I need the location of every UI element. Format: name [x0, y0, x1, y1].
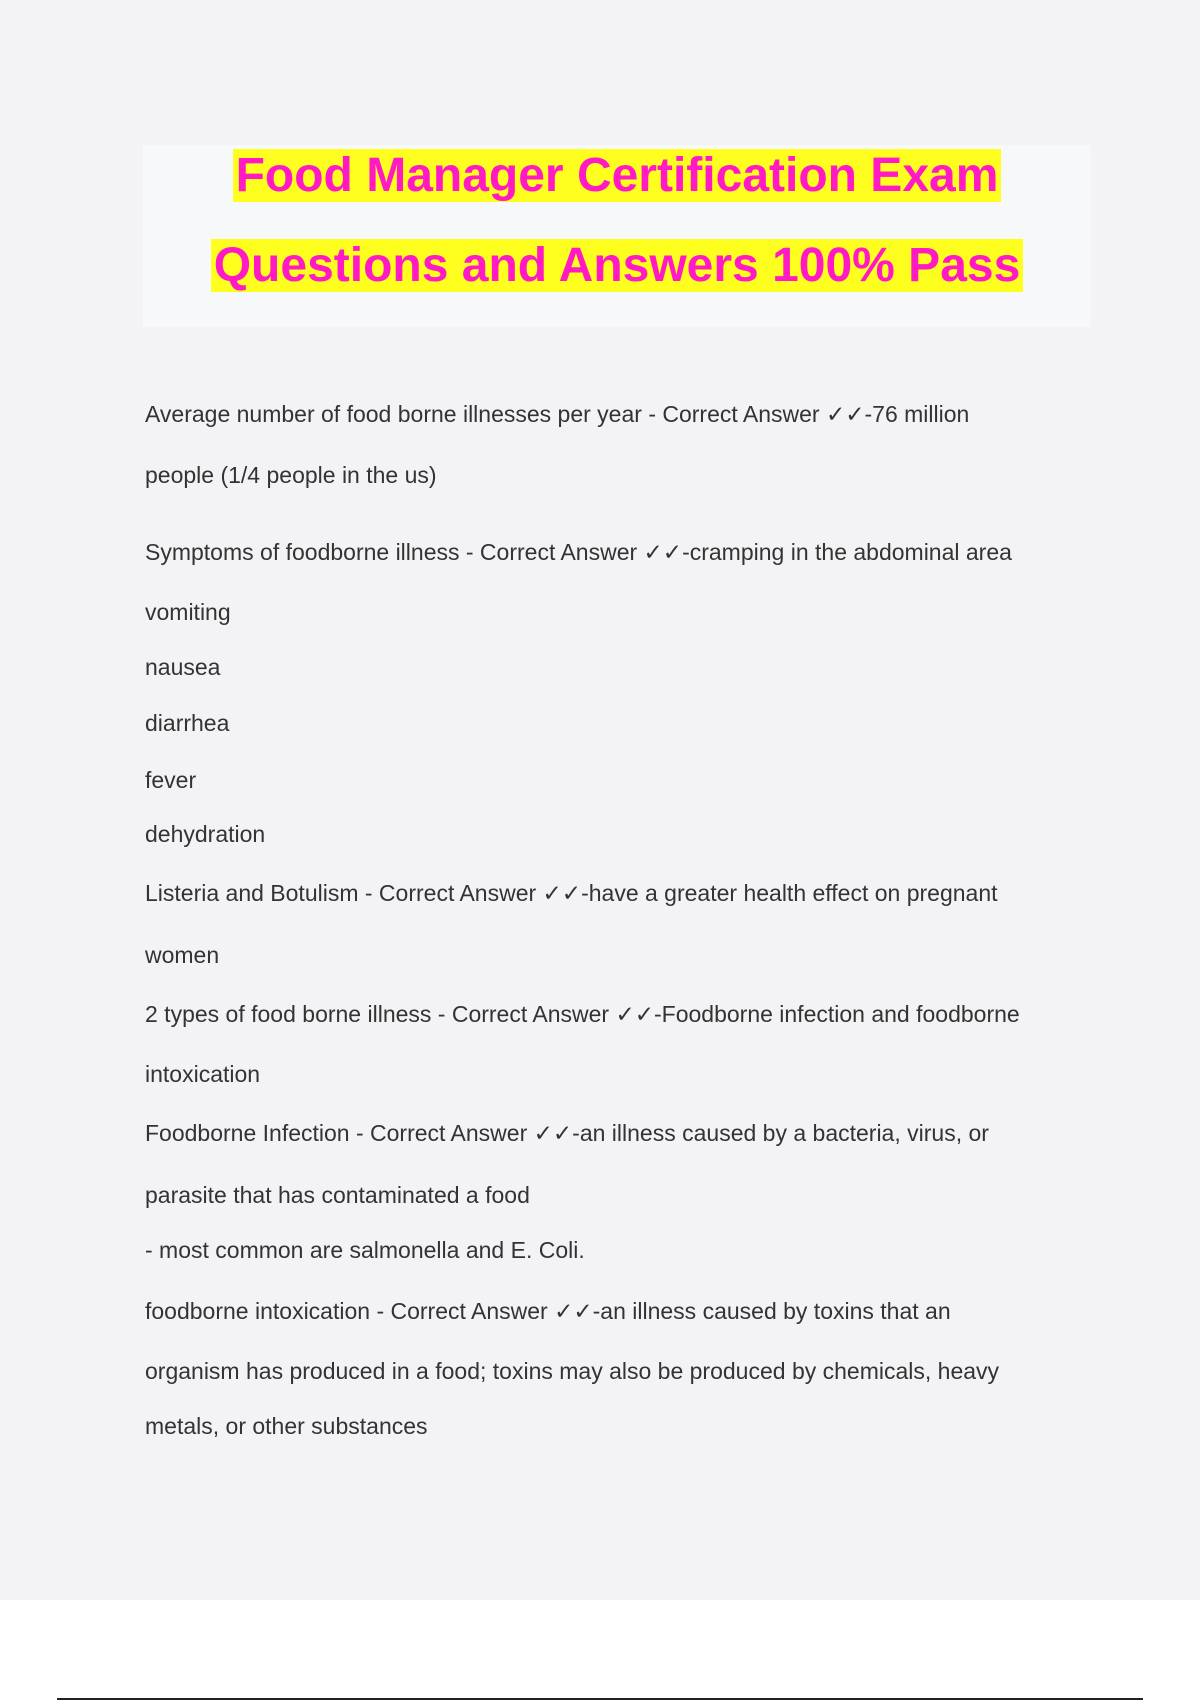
- qa-line: 2 types of food borne illness - Correct Answer ✓✓-Foodborne infection and foodborne: [145, 1001, 1020, 1027]
- title-line-1-text: Food Manager Certification Exam: [233, 149, 1002, 202]
- qa-line: foodborne intoxication - Correct Answer ✓✓-an illness caused by toxins that an: [145, 1298, 951, 1324]
- document-title-line-1: [143, 146, 1091, 206]
- qa-line: metals, or other substances: [145, 1413, 428, 1439]
- qa-line: Listeria and Botulism - Correct Answer ✓✓-have a greater health effect on pregnant: [145, 880, 998, 906]
- qa-line: organism has produced in a food; toxins may also be produced by chemicals, heavy: [145, 1358, 1000, 1384]
- qa-line: Average number of food borne illnesses per year - Correct Answer ✓✓-76 million: [145, 401, 970, 427]
- qa-line: intoxication: [145, 1061, 261, 1087]
- qa-line: people (1/4 people in the us): [145, 462, 437, 488]
- title-line-2-text: Questions and Answers 100% Pass: [211, 239, 1024, 292]
- qa-line: vomiting: [145, 599, 231, 625]
- qa-line: diarrhea: [145, 710, 230, 736]
- qa-line: nausea: [145, 654, 221, 680]
- qa-line: parasite that has contaminated a food: [145, 1182, 530, 1208]
- qa-line: fever: [145, 767, 197, 793]
- qa-line: Symptoms of foodborne illness - Correct Answer ✓✓-cramping in the abdominal area: [145, 539, 1012, 565]
- qa-line: dehydration: [145, 821, 266, 847]
- document-title-line-2: [143, 236, 1091, 296]
- qa-line: Foodborne Infection - Correct Answer ✓✓-an illness caused by a bacteria, virus, or: [145, 1120, 989, 1146]
- qa-line: women: [145, 942, 220, 968]
- qa-line: - most common are salmonella and E. Coli.: [145, 1237, 585, 1263]
